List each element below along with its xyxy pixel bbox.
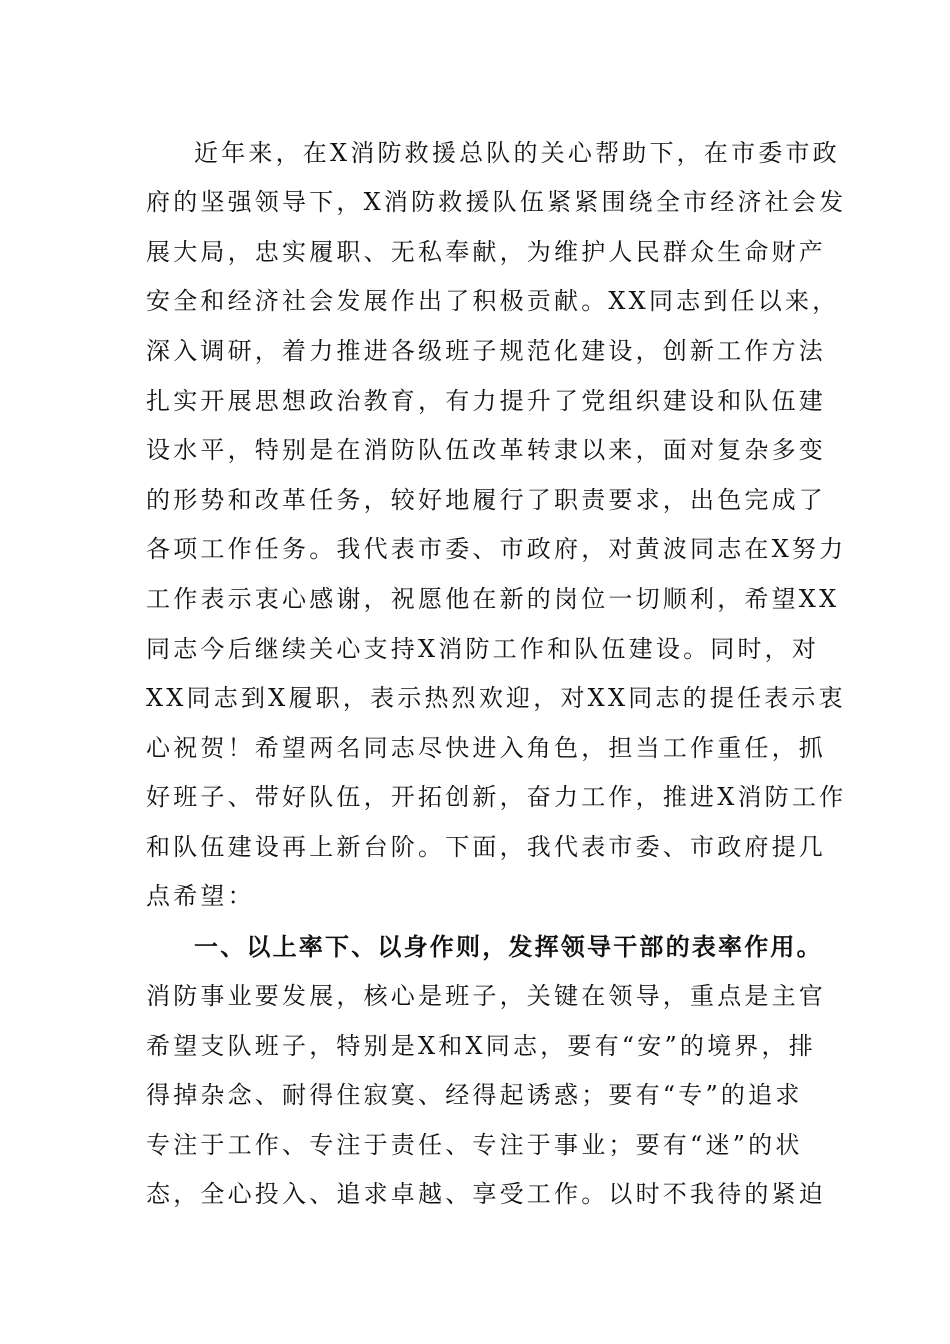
section-heading: 一、以上率下、以身作则，发挥领导干部的表率作用。 xyxy=(194,933,823,961)
paragraph-line: 点希望： xyxy=(146,882,255,910)
paragraph-line: 深入调研，着力推进各级班子规范化建设，创新工作方法 xyxy=(146,337,826,365)
paragraph-line: 心祝贺！希望两名同志尽快进入角色，担当工作重任，抓 xyxy=(146,734,826,762)
paragraph-line: 展大局，忠实履职、无私奉献，为维护人民群众生命财产 xyxy=(146,238,826,266)
paragraph-line: 希望支队班子，特别是X和X同志，要有“安”的境界，排 xyxy=(146,1032,816,1060)
paragraph-line: 同志今后继续关心支持X消防工作和队伍建设。同时，对 xyxy=(146,635,820,663)
paragraph-line: 安全和经济社会发展作出了积极贡献。XX同志到任以来， xyxy=(146,287,840,315)
paragraph-line: 工作表示衷心感谢，祝愿他在新的岗位一切顺利，希望XX xyxy=(146,585,840,613)
paragraph-line: 和队伍建设再上新台阶。下面，我代表市委、市政府提几 xyxy=(146,833,826,861)
paragraph-line: XX同志到X履职，表示热烈欢迎，对XX同志的提任表示衷 xyxy=(146,684,846,712)
paragraph-line: 得掉杂念、耐得住寂寞、经得起诱惑；要有“专”的追求 xyxy=(146,1081,803,1109)
paragraph-line: 的形势和改革任务，较好地履行了职责要求，出色完成了 xyxy=(146,486,826,514)
paragraph-line: 好班子、带好队伍，开拓创新，奋力工作，推进X消防工作 xyxy=(146,783,847,811)
paragraph-line: 府的坚强领导下，X消防救援队伍紧紧围绕全市经济社会发 xyxy=(146,188,847,216)
paragraph-line: 态，全心投入、追求卓越、享受工作。以时不我待的紧迫 xyxy=(146,1180,826,1208)
paragraph-line: 消防事业要发展，核心是班子，关键在领导，重点是主官 xyxy=(146,982,826,1010)
paragraph-line: 各项工作任务。我代表市委、市政府，对黄波同志在X努力 xyxy=(146,535,847,563)
paragraph-line: 近年来，在X消防救援总队的关心帮助下，在市委市政 xyxy=(194,139,840,167)
paragraph-line: 设水平，特别是在消防队伍改革转隶以来，面对复杂多变 xyxy=(146,436,826,464)
paragraph-line: 扎实开展思想政治教育，有力提升了党组织建设和队伍建 xyxy=(146,387,826,415)
paragraph-line: 专注于工作、专注于责任、专注于事业；要有“迷”的状 xyxy=(146,1131,803,1159)
